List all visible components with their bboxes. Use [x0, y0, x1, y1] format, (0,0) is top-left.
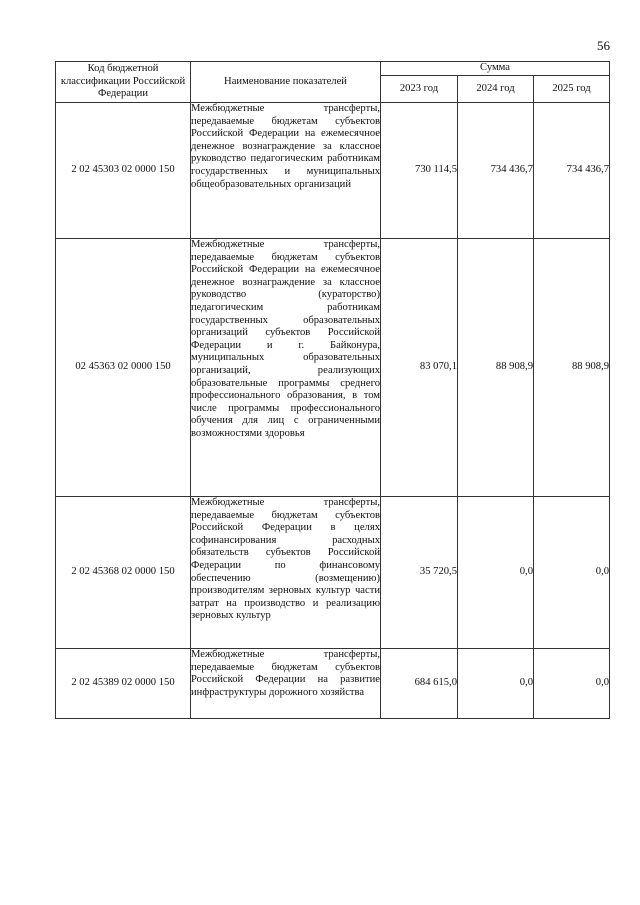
table-row	[56, 103, 610, 239]
header-row-top	[56, 62, 610, 76]
budget-table	[55, 61, 610, 719]
table-row	[56, 649, 610, 719]
row-name: Межбюджетные трансферты, передаваемые бюджетам субъектов Российской Федерации в целях софинансирования расходных обязательств субъектов Российской Федерации по финансовому обеспечению (возмещению) производителям зерновых культур части затрат на производство и реализацию зерновых культур	[191, 497, 381, 649]
row-value-2023: 730 114,5	[381, 103, 458, 239]
header-year-2025: 2025 год	[534, 76, 610, 103]
row-value-2024: 88 908,9	[458, 239, 534, 497]
row-value-2023: 684 615,0	[381, 649, 458, 719]
row-name: Межбюджетные трансферты, передаваемые бюджетам субъектов Российской Федерации на ежемесячное денежное вознаграждение за классное руководство (кураторство) педагогическим работникам государственных образовательных организаций субъектов Российской Федерации и г. Байконура, муниципальных образовательных организаций, реализующих образовательные программы среднего профессионального образования, в том числе программы профессионального обучения для лиц с ограниченными возможностями здоровья	[191, 239, 381, 497]
header-name: Наименование показателей	[191, 62, 381, 103]
row-value-2023: 83 070,1	[381, 239, 458, 497]
row-value-2025: 0,0	[534, 649, 610, 719]
row-value-2024: 0,0	[458, 649, 534, 719]
header-year-2023: 2023 год	[381, 76, 458, 103]
table-row	[56, 497, 610, 649]
page-number: 56	[597, 38, 610, 53]
row-value-2025: 0,0	[534, 497, 610, 649]
row-code: 2 02 45368 02 0000 150	[56, 497, 191, 649]
row-value-2024: 0,0	[458, 497, 534, 649]
row-value-2023: 35 720,5	[381, 497, 458, 649]
header-code: Код бюджетной классификации Российской Федерации	[56, 62, 191, 103]
row-code: 02 45363 02 0000 150	[56, 239, 191, 497]
row-value-2025: 88 908,9	[534, 239, 610, 497]
row-code: 2 02 45303 02 0000 150	[56, 103, 191, 239]
row-name: Межбюджетные трансферты, передаваемые бюджетам субъектов Российской Федерации на ежемесячное денежное вознаграждение за классное руководство педагогическим работникам государственных и муниципальных общеобразовательных организаций	[191, 103, 381, 239]
row-value-2025: 734 436,7	[534, 103, 610, 239]
header-year-2024: 2024 год	[458, 76, 534, 103]
row-code: 2 02 45389 02 0000 150	[56, 649, 191, 719]
table-row	[56, 239, 610, 497]
header-sum: Сумма	[381, 62, 610, 76]
row-value-2024: 734 436,7	[458, 103, 534, 239]
row-name: Межбюджетные трансферты, передаваемые бюджетам субъектов Российской Федерации на развитие инфраструктуры дорожного хозяйства	[191, 649, 381, 719]
